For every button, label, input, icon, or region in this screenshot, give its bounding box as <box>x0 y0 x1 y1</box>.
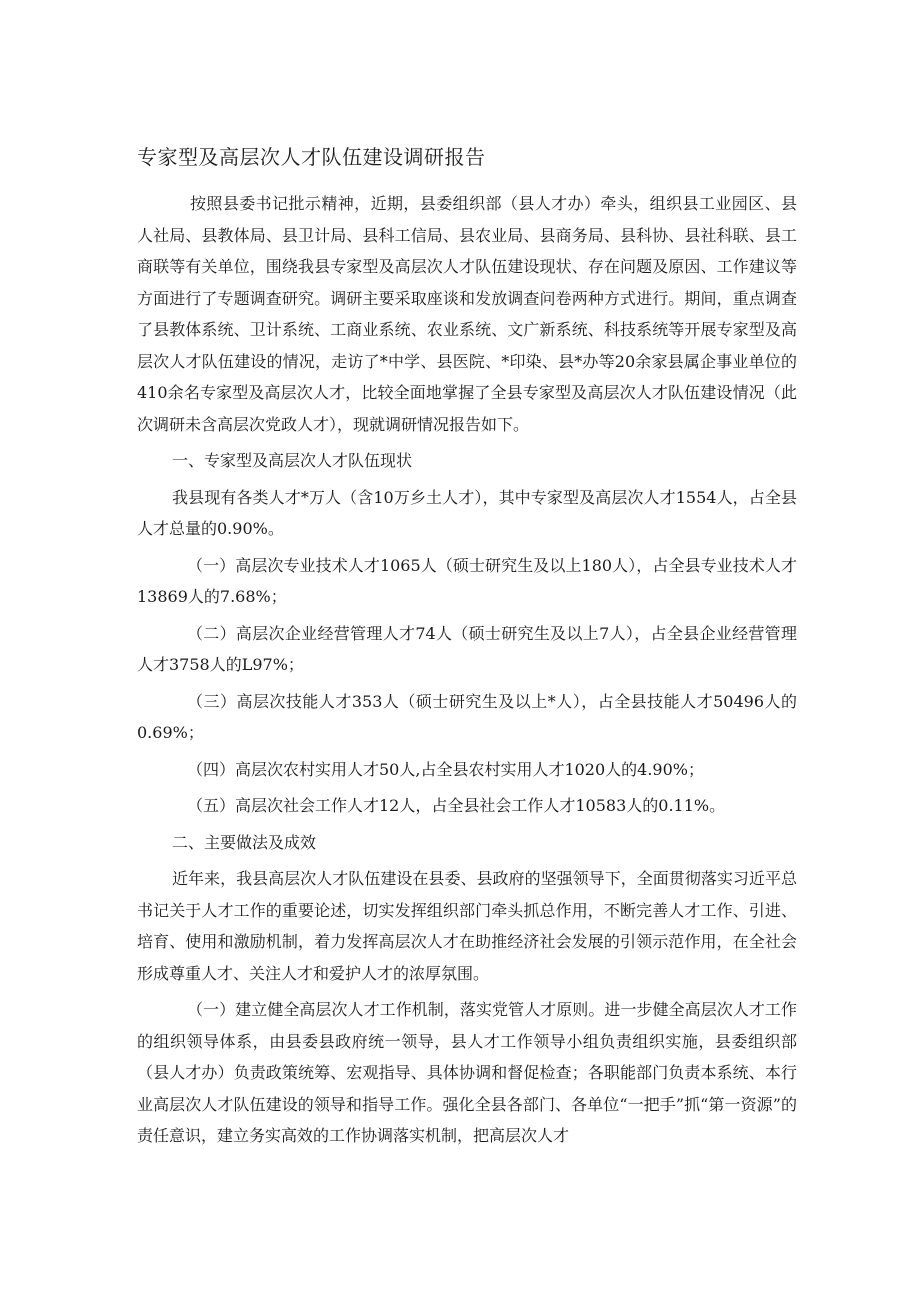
intro-paragraph: 按照县委书记批示精神，近期，县委组织部（县人才办）牵头，组织县工业园区、县人社局、县教体局、县卫计局、县科工信局、县农业局、县商务局、县科协、县社科联、县工商联等有关单位，围绕我县专家型及高层次人才队伍建设现状、存在问题及原因、工作建议等方面进行了专题调查研究。调研主要采取座谈和发放调查问卷两种方式进行。期间，重点调查了县教体系统、卫计系统、工商业系统、农业系统、文广新系统、科技系统等开展专家型及高层次人才队伍建设的情况，走访了*中学、县医院、*印染、县*办等20余家县属企事业单位的410余名专家型及高层次人才，比较全面地掌握了全县专家型及高层次人才队伍建设情况（此次调研未含高层次党政人才），现就调研情况报告如下。 <box>137 194 797 434</box>
section1-item-5: （五）高层次社会工作人才12人，占全县社会工作人才10583人的0.11%。 <box>187 796 726 815</box>
section1-item-3: （三）高层次技能人才353人（硕士研究生及以上*人），占全县技能人才50496人的0.69%； <box>137 691 797 742</box>
section2-item-1: （一）建立健全高层次人才工作机制，落实党管人才原则。进一步健全高层次人才工作的组织领导体系，由县委县政府统一领导，县人才工作领导小组负责组织实施，县委组织部（县人才办）负责政策统筹、宏观指导、具体协调和督促检查；各职能部门负责本系统、本行业高层次人才队伍建设的领导和指导工作。强化全县各部门、各单位“一把手”抓“第一资源”的责任意识，建立务实高效的工作协调落实机制，把高层次人才 <box>137 1000 797 1145</box>
document-page <box>137 140 797 1157</box>
section1-summary: 我县现有各类人才*万人（含10万乡土人才），其中专家型及高层次人才1554人，占全县人才总量的0.90%。 <box>137 487 797 538</box>
section1-heading: 一、专家型及高层次人才队伍现状 <box>172 451 413 470</box>
document-title: 专家型及高层次人才队伍建设调研报告 <box>137 145 486 169</box>
section2-summary: 近年来，我县高层次人才队伍建设在县委、县政府的坚强领导下，全面贯彻落实习近平总书记关于人才工作的重要论述，切实发挥组织部门牵头抓总作用，不断完善人才工作、引进、培育、使用和激励机制，着力发挥高层次人才在助推经济社会发展的引领示范作用，在全社会形成尊重人才、关注人才和爱护人才的浓厚氛围。 <box>137 869 797 983</box>
section1-item-4: （四）高层次农村实用人才50人,占全县农村实用人才1020人的4.90%； <box>187 759 704 779</box>
section1-item-2: （二）高层次企业经营管理人才74人（硕士研究生及以上7人），占全县企业经营管理人才3758人的L97%； <box>137 623 797 674</box>
section2-heading: 二、主要做法及成效 <box>172 832 317 852</box>
section1-item-1: （一）高层次专业技术人才1065人（硕士研究生及以上180人），占全县专业技术人才13869人的7.68%； <box>137 555 797 606</box>
